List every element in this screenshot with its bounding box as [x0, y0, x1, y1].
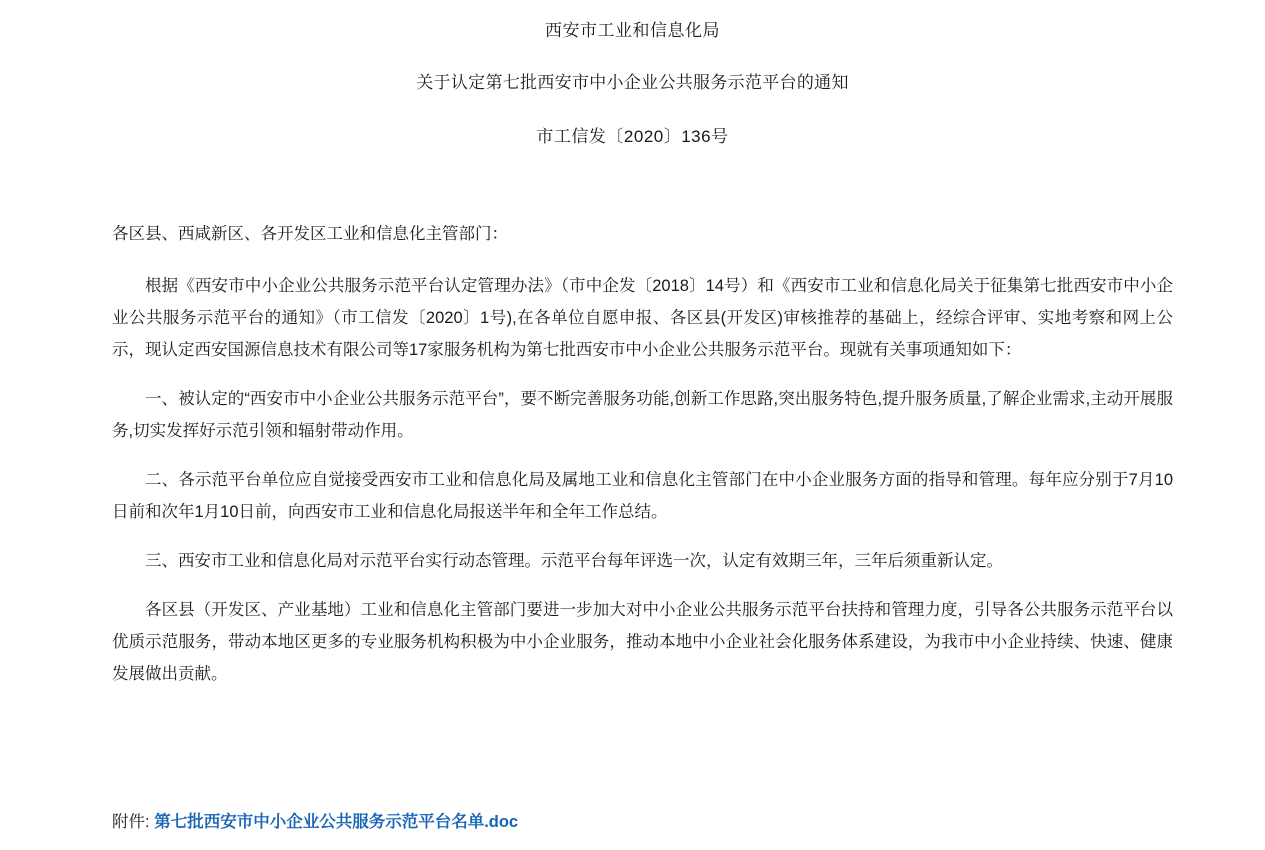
body-paragraph-1: 根据《西安市中小企业公共服务示范平台认定管理办法》（市中企发〔2018〕14号）和《西安市工业和信息化局关于征集第七批西安市中小企业公共服务示范平台的通知》（市工信发〔2020〕1号),在各单位自愿申报、各区县(开发区)审核推荐的基础上，经综合评审、实地考察和网上公示，现认定西安国源信息技术有限公司等17家服务机构为第七批西安市中小企业公共服务示范平台。现就有关事项通知如下： — [112, 277, 1173, 359]
attachment-file-link[interactable]: 第七批西安市中小企业公共服务示范平台名单.doc — [154, 813, 519, 831]
issuing-organization-title: 西安市工业和信息化局 — [545, 21, 720, 40]
attachment-row — [112, 808, 518, 836]
body-paragraph-2: 一、被认定的“西安市中小企业公共服务示范平台”，要不断完善服务功能,创新工作思路,突出服务特色,提升服务质量,了解企业需求,主动开展服务,切实发挥好示范引领和辐射带动作用。 — [112, 390, 1173, 440]
body-paragraph-4: 三、西安市工业和信息化局对示范平台实行动态管理。示范平台每年评选一次，认定有效期三年，三年后须重新认定。 — [145, 552, 1003, 570]
document-header — [0, 0, 1265, 152]
salutation-paragraph: 各区县、西咸新区、各开发区工业和信息化主管部门： — [112, 225, 508, 243]
document-number: 市工信发〔2020〕136号 — [536, 127, 729, 146]
body-paragraph-3: 二、各示范平台单位应自觉接受西安市工业和信息化局及属地工业和信息化主管部门在中小企业服务方面的指导和管理。每年应分别于7月10日前和次年1月10日前，向西安市工业和信息化局报送半年和全年工作总结。 — [112, 471, 1173, 521]
body-paragraph-5: 各区县（开发区、产业基地）工业和信息化主管部门要进一步加大对中小企业公共服务示范平台扶持和管理力度，引导各公共服务示范平台以优质示范服务，带动本地区更多的专业服务机构积极为中小企业服务，推动本地中小企业社会化服务体系建设，为我市中小企业持续、快速、健康发展做出贡献。 — [112, 601, 1173, 683]
attachment-label: 附件: — [112, 813, 150, 831]
document-body — [0, 218, 1265, 690]
document-title: 关于认定第七批西安市中小企业公共服务示范平台的通知 — [416, 73, 849, 92]
